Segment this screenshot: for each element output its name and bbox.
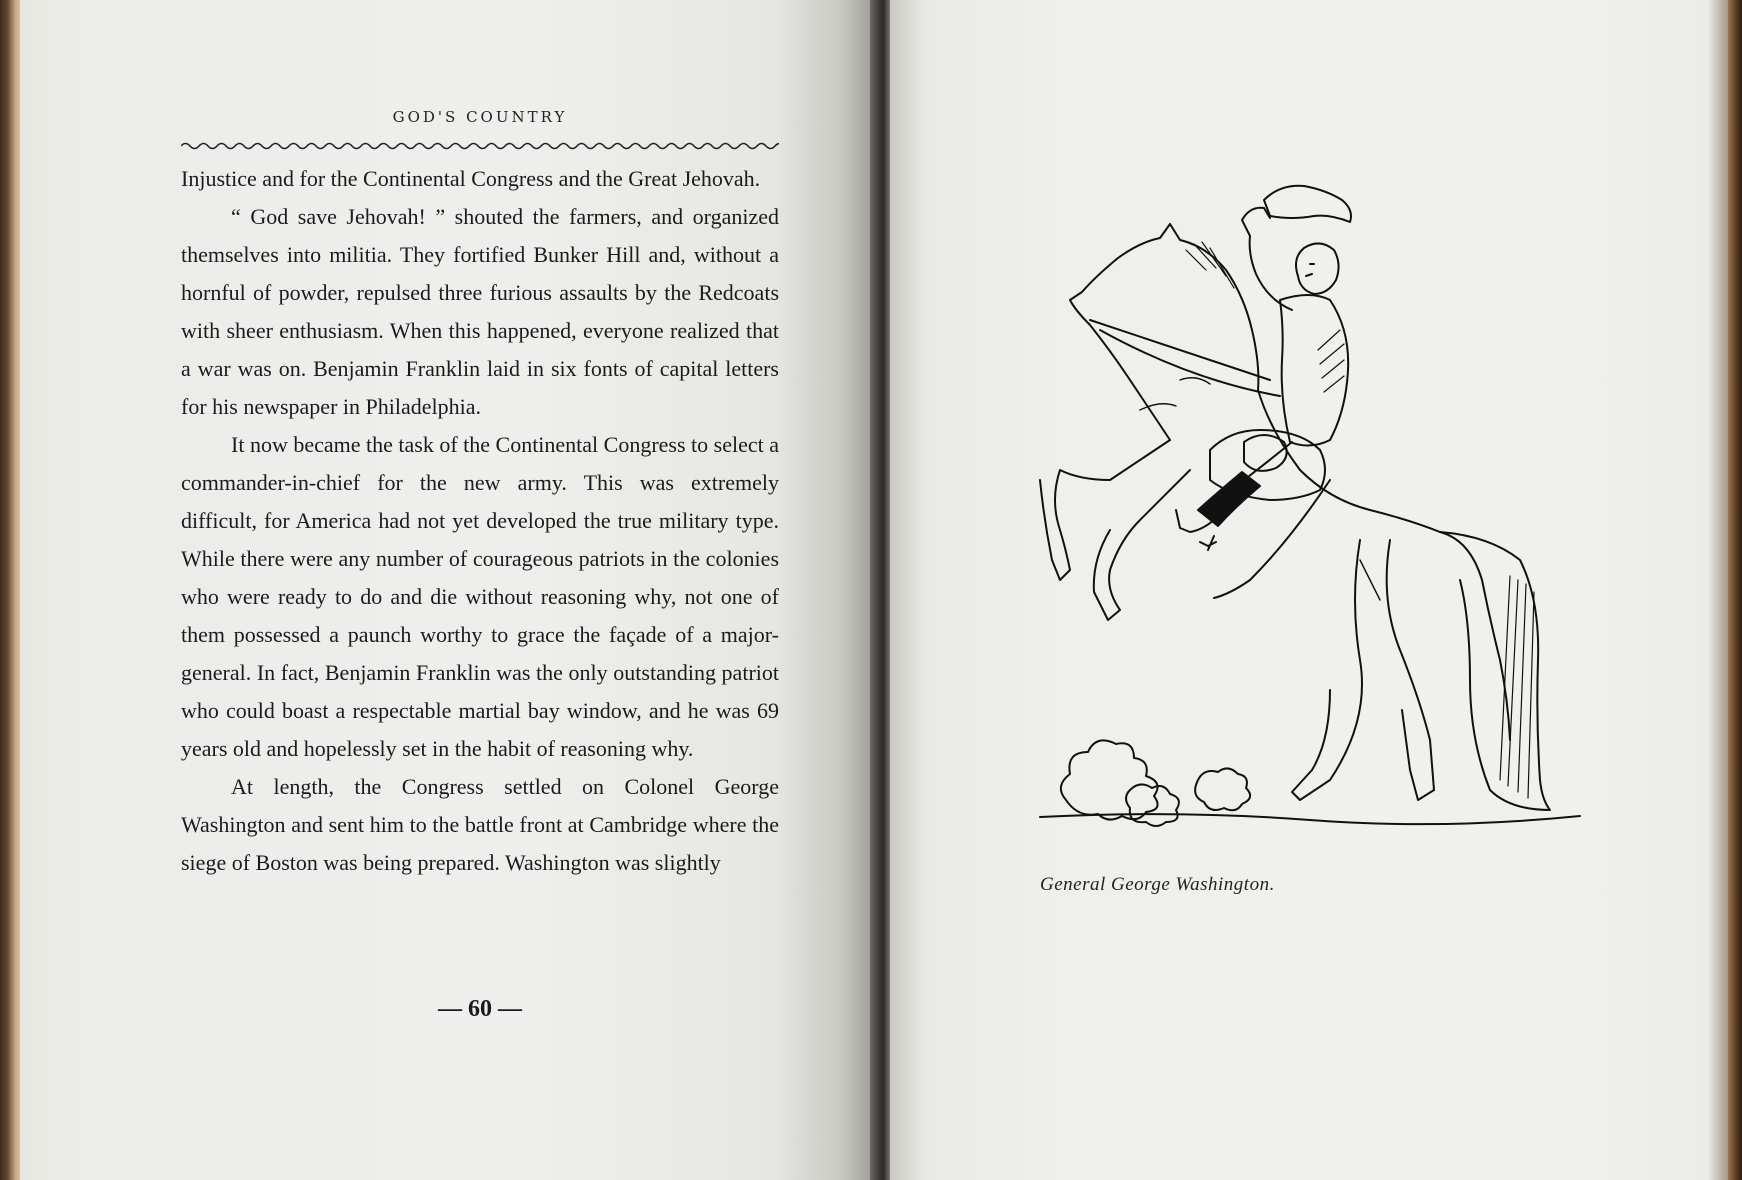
body-text xyxy=(181,160,779,882)
paragraph-4: At length, the Congress settled on Colonel George Washington and sent him to the battle front at Cambridge where the siege of Boston was being prepared. Washington was slightly xyxy=(181,774,779,875)
illustration-caption: General George Washington. xyxy=(1040,874,1275,895)
paragraph-1: Injustice and for the Continental Congress and the Great Jehovah. xyxy=(181,166,761,191)
book-edge-right xyxy=(1728,0,1742,1180)
paragraph-3: It now became the task of the Continental Congress to select a commander-in-chief for the new army. This was extremely difficult, for America had not yet developed the true military type. While there were any number of courageous patriots in the colonies who were ready to do and die without reasoning why, not one of them possessed a paunch worthy to grace the façade of a major-general. In fact, Benjamin Franklin was the only outstanding patriot who could boast a respectable martial bay window, and he was 69 years old and hopelessly set in the habit of reasoning why. xyxy=(181,432,780,761)
paragraph-2: “ God save Jehovah! ” shouted the farmers, and organized themselves into militia. They fortified Bunker Hill and, without a hornful of powder, repulsed three furious assaults by the Redcoats with sheer enthusiasm. When this happened, everyone realized that a war was on. Benjamin Franklin laid in six fonts of capital letters for his newspaper in Philadelphia. xyxy=(181,204,779,419)
page-number: — 60 — xyxy=(438,996,522,1022)
running-head: GOD'S COUNTRY xyxy=(392,108,568,126)
washington-on-horse-illustration xyxy=(1030,180,1590,840)
wavy-rule xyxy=(181,140,779,152)
